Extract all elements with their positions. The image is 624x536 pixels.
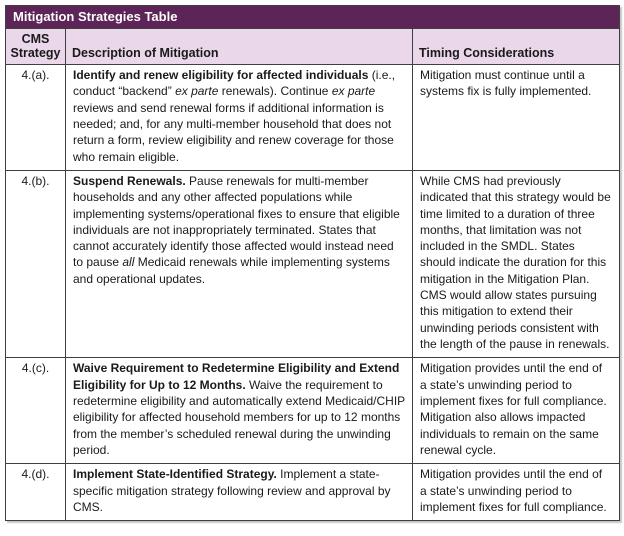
col-header-description: Description of Mitigation (66, 29, 413, 65)
strategy-id-cell: 4.(a). (6, 65, 66, 171)
description-cell (66, 358, 413, 464)
timing-cell (413, 464, 620, 521)
text-segment: Mitigation must continue until a systems fix is fully implemented. (420, 68, 592, 99)
text-segment: ex parte (331, 84, 376, 99)
text-segment: Waive Requirement to Redetermine Eligibility and Extend Eligibility for Up to 12 Months. (73, 361, 400, 392)
description-cell (66, 170, 413, 357)
text-segment: Suspend Renewals. (73, 173, 186, 188)
text-segment: Waive the requirement to redetermine eligibility and automatically extend Medicaid/CHIP eligibility for affected household members for up to 12 months from the member’s scheduled renewal during the unwinding period. (73, 377, 405, 457)
table-body (6, 65, 620, 521)
col-header-timing: Timing Considerations (413, 29, 620, 65)
timing-cell (413, 65, 620, 171)
table-row (6, 65, 620, 171)
description-cell (66, 464, 413, 521)
text-segment: Identify and renew eligibility for affected individuals (73, 68, 369, 82)
strategy-id-cell: 4.(d). (6, 464, 66, 521)
text-segment: Mitigation provides until the end of a state’s unwinding period to implement fixes for full compliance. Mitigation also allows impacted individuals to remain on the same renewal cycle. (420, 361, 607, 457)
table-row (6, 464, 620, 521)
title-row (6, 6, 620, 29)
text-segment: Implement a state-specific mitigation strategy following review and approval by CMS. (73, 467, 391, 514)
text-segment: Implement State-Identified Strategy. (73, 467, 277, 482)
text-segment: (i.e., conduct “backend” (73, 68, 396, 99)
description-cell (66, 65, 413, 171)
table-title: Mitigation Strategies Table (6, 6, 620, 29)
text-segment: all (122, 255, 135, 270)
table-row (6, 358, 620, 464)
col-header-cms-strategy: CMS Strategy (6, 29, 66, 65)
table-row (6, 170, 620, 357)
mitigation-strategies-table (5, 5, 620, 521)
text-segment: Medicaid renewals while implementing systems and operational updates. (73, 255, 390, 286)
timing-cell (413, 358, 620, 464)
text-segment: Mitigation provides until the end of a state’s unwinding period to implement fixes for full compliance. (420, 467, 607, 514)
timing-cell (413, 170, 620, 357)
strategy-id-cell: 4.(b). (6, 170, 66, 357)
strategy-id-cell: 4.(c). (6, 358, 66, 464)
text-segment: reviews and send renewal forms if additional information is needed; and, for any multi-member household that does not return a form, review eligibility and renew coverage for those who remain eligible. (73, 100, 394, 164)
text-segment: Pause renewals for multi-member households and any other affected populations while implementing systems/operational fixes to ensure that eligible individuals are not inappropriately terminated. States that cannot accurately identify those affected would instead need to pause (73, 173, 400, 270)
column-header-row (6, 29, 620, 65)
text-segment: ex parte (175, 84, 219, 99)
text-segment: While CMS had previously indicated that this strategy would be time limited to a duration of three months, that limitation was not included in the SMDL. States should indicate the duration for this mitigation in the Mitigation Plan. CMS would allow states pursuing this mitigation to extend their unwinding periods consistent with the length of the pause in renewals. (420, 173, 611, 351)
text-segment: renewals). Continue (218, 84, 332, 99)
